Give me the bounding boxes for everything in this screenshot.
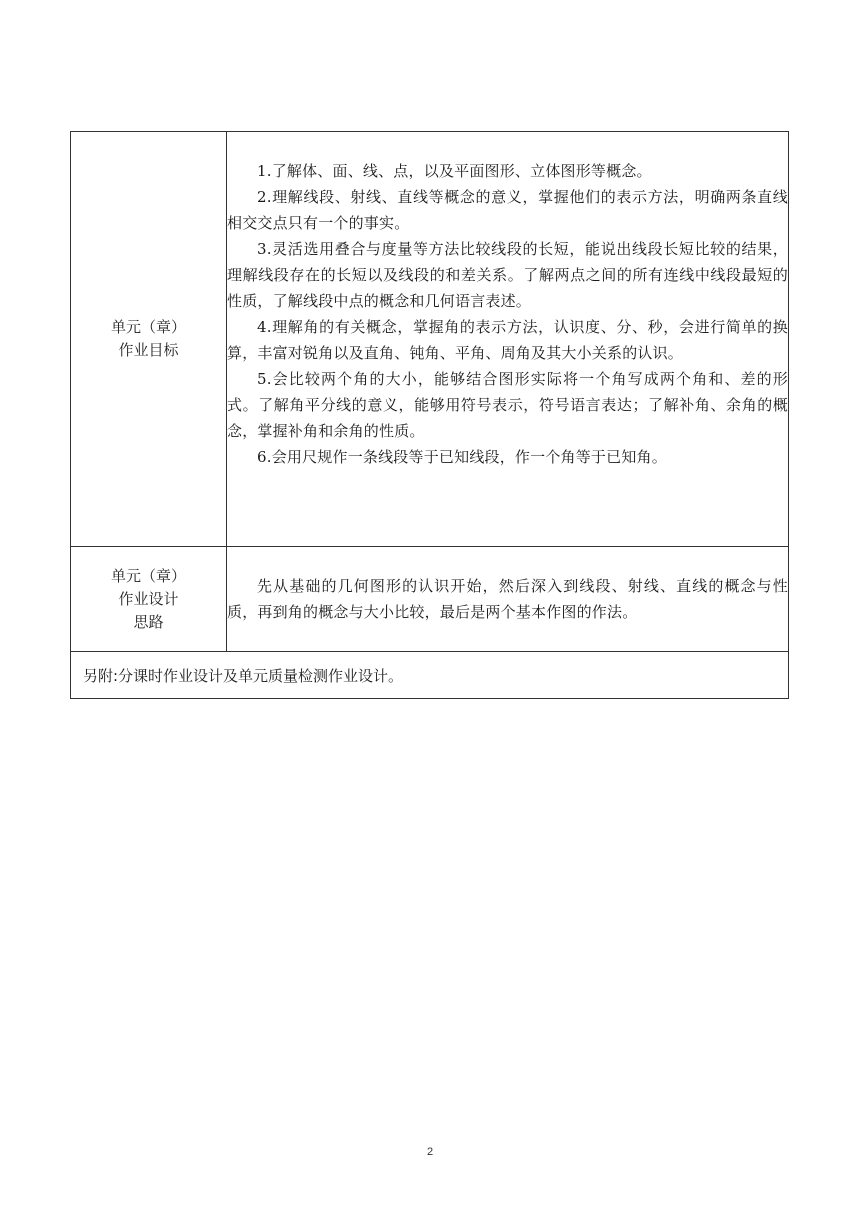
goals-content-cell bbox=[227, 132, 789, 547]
goals-label-line1: 单元（章） bbox=[110, 318, 186, 336]
design-content-cell bbox=[227, 547, 789, 652]
design-label-line2: 作业设计 bbox=[118, 589, 179, 608]
goals-label-cell bbox=[71, 132, 227, 547]
goal-item-1: 1.了解体、面、线、点，以及平面图形、立体图形等概念。 bbox=[257, 162, 652, 180]
goal-item-3: 3.灵活选用叠合与度量等方法比较线段的长短，能说出线段长短比较的结果，理解线段存在的长短以及线段的和差关系。了解两点之间的所有连线中线段最短的性质，了解线段中点的概念和几何语言表述。 bbox=[227, 240, 788, 310]
design-label-line1: 单元（章） bbox=[110, 566, 186, 585]
goal-item-2: 2.理解线段、射线、直线等概念的意义，掌握他们的表示方法，明确两条直线相交交点只有一个的事实。 bbox=[227, 188, 788, 232]
page-number: 2 bbox=[426, 1146, 434, 1158]
unit-homework-table bbox=[70, 131, 789, 699]
note-cell: 另附:分课时作业设计及单元质量检测作业设计。 bbox=[71, 652, 789, 699]
goal-item-5: 5.会比较两个角的大小，能够结合图形实际将一个角写成两个角和、差的形式。了解角平分线的意义，能够用符号表示，符号语言表达；了解补角、余角的概念，掌握补角和余角的性质。 bbox=[227, 370, 788, 440]
goal-item-4: 4.理解角的有关概念，掌握角的表示方法，认识度、分、秒，会进行简单的换算，丰富对锐角以及直角、钝角、平角、周角及其大小关系的认识。 bbox=[227, 318, 788, 362]
note-row bbox=[71, 652, 789, 699]
goals-label-line2: 作业目标 bbox=[118, 341, 179, 359]
design-label-cell bbox=[71, 547, 227, 652]
design-row bbox=[71, 547, 789, 652]
goals-row bbox=[71, 132, 789, 547]
goal-item-6: 6.会用尺规作一条线段等于已知线段，作一个角等于已知角。 bbox=[257, 448, 667, 466]
design-label-line3: 思路 bbox=[133, 612, 164, 631]
design-text: 先从基础的几何图形的认识开始，然后深入到线段、射线、直线的概念与性质，再到角的概念与大小比较，最后是两个基本作图的作法。 bbox=[227, 577, 788, 621]
